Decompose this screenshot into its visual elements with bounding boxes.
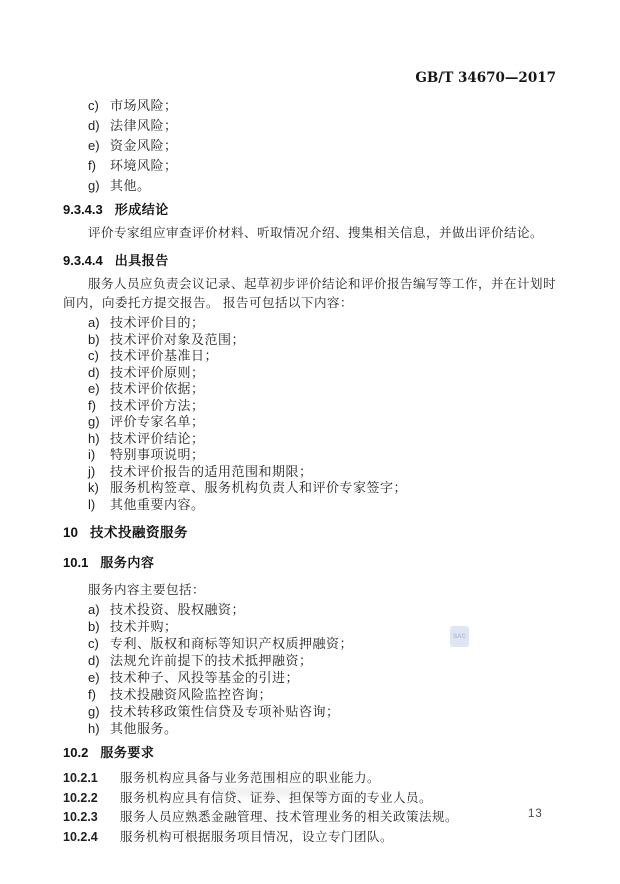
list-item-text: 技术评价原则；	[110, 364, 205, 380]
list-item	[88, 176, 556, 196]
section-number: 10.1	[63, 555, 89, 570]
list-item-marker: h)	[88, 721, 100, 736]
section-title: 形成结论	[114, 202, 169, 217]
list-item	[88, 365, 556, 382]
list-item-text: 技术并购；	[110, 619, 178, 634]
section-title: 技术投融资服务	[90, 525, 189, 540]
list-item-text: 技术投融资风险监控咨询；	[110, 687, 273, 702]
list-item	[88, 497, 556, 514]
list-item-marker: b)	[88, 331, 100, 347]
list-item-marker: d)	[88, 364, 100, 380]
list-item-text: 技术评价目的；	[110, 315, 205, 330]
list-item-text: 特别事项说明；	[110, 447, 205, 462]
clause	[63, 808, 556, 828]
list-item	[88, 414, 556, 431]
lettered-list	[88, 315, 556, 513]
lettered-list	[88, 601, 556, 737]
list-item-text: 专利、版权和商标等知识产权质押融资；	[110, 636, 354, 651]
list-item-text: 环境风险；	[110, 158, 178, 173]
list-item	[88, 431, 556, 448]
list-item-marker: h)	[88, 430, 100, 446]
list-item	[88, 136, 556, 156]
list-item	[88, 464, 556, 481]
list-item-marker: b)	[88, 619, 100, 634]
list-item-marker: a)	[88, 315, 100, 330]
list-item	[88, 669, 556, 686]
section-title: 出具报告	[114, 253, 169, 268]
list-item-text: 技术转移政策性信贷及专项补贴咨询；	[110, 704, 340, 719]
section-title: 服务内容	[100, 555, 155, 570]
list-item-marker: k)	[88, 480, 99, 495]
list-item	[88, 447, 556, 464]
list-item	[88, 315, 556, 332]
clause-text: 服务人员应熟悉金融管理、技术管理业务的相关政策法规。	[120, 810, 459, 824]
list-item-marker: d)	[88, 118, 100, 133]
list-item-marker: l)	[88, 496, 96, 512]
clause-number: 10.2.1	[63, 771, 98, 785]
paragraph: 服务人员应负责会议记录、起草初步评价结论和评价报告编写等工作，并在计划时间内，向委托方提交报告。 报告可包括以下内容：	[63, 277, 557, 310]
list-item-text: 技术投资、股权融资；	[110, 602, 246, 617]
list-item-marker: j)	[88, 463, 96, 479]
lettered-list	[88, 96, 556, 196]
list-item-text: 技术评价报告的适用范围和期限；	[110, 463, 313, 479]
list-item	[88, 480, 556, 497]
section-number: 10	[63, 525, 79, 540]
list-item-text: 其他重要内容。	[110, 496, 205, 512]
list-item	[88, 652, 556, 669]
page-number: 13	[528, 808, 543, 820]
list-item	[88, 618, 556, 635]
list-item	[88, 635, 556, 652]
section-title: 服务要求	[100, 745, 155, 760]
section-heading	[63, 555, 556, 571]
list-item-text: 法规允许前提下的技术抵押融资；	[110, 653, 313, 668]
list-item	[88, 398, 556, 415]
list-item	[88, 703, 556, 720]
clause-number: 10.2.4	[63, 829, 98, 844]
list-item-text: 资金风险；	[110, 138, 178, 153]
clause-number: 10.2.3	[63, 810, 98, 824]
list-item-marker: c)	[88, 636, 99, 651]
clause-number: 10.2.2	[63, 790, 98, 805]
list-item-marker: e)	[88, 381, 100, 396]
list-item-text: 技术种子、风投等基金的引进；	[110, 670, 300, 685]
list-item	[88, 156, 556, 176]
list-item-marker: c)	[88, 98, 99, 113]
clause-text: 服务机构应具有信贷、证券、担保等方面的专业人员。	[120, 790, 433, 805]
paragraph: 评价专家组应审查评价材料、听取情况介绍、搜集相关信息，并做出评价结论。	[88, 226, 544, 240]
list-item-marker: f)	[88, 397, 96, 413]
list-item-text: 其他服务。	[110, 721, 178, 736]
list-item-text: 技术评价基准日；	[110, 348, 219, 363]
list-item-marker: c)	[88, 348, 99, 363]
list-item-marker: i)	[88, 447, 96, 462]
list-item	[88, 348, 556, 365]
clause-text: 服务机构应具备与业务范围相应的职业能力。	[120, 771, 381, 785]
list-item	[88, 720, 556, 737]
scan-ghosting-artifact	[215, 786, 340, 797]
section-heading	[63, 525, 556, 541]
list-item-text: 服务机构签章、服务机构负责人和评价专家签字；	[110, 480, 408, 495]
list-item	[88, 96, 556, 116]
list-item-text: 评价专家名单；	[110, 414, 205, 429]
list-item-text: 其他。	[110, 178, 151, 193]
section-number: 10.2	[63, 745, 89, 760]
list-item-text: 技术评价依据；	[110, 381, 205, 396]
clause-text: 服务机构可根据服务项目情况，设立专门团队。	[120, 829, 394, 844]
list-item-marker: g)	[88, 178, 100, 193]
list-item-marker: f)	[88, 158, 96, 173]
section-heading	[63, 202, 556, 218]
section-number: 9.3.4.4	[63, 253, 103, 268]
paragraph: 服务内容主要包括：	[88, 583, 206, 597]
list-item	[88, 381, 556, 398]
list-item-marker: g)	[88, 704, 100, 719]
list-item-marker: a)	[88, 602, 100, 617]
list-item-text: 技术评价对象及范围；	[110, 331, 246, 347]
list-item	[88, 116, 556, 136]
list-item-marker: e)	[88, 670, 100, 685]
clause	[63, 828, 556, 848]
section-number: 9.3.4.3	[63, 202, 103, 217]
list-item	[88, 601, 556, 618]
list-item-text: 技术评价结论；	[110, 430, 205, 446]
list-item-marker: f)	[88, 687, 96, 702]
sac-watermark: SAC	[450, 626, 469, 647]
list-item-text: 法律风险；	[110, 118, 178, 133]
list-item-marker: e)	[88, 138, 100, 153]
standard-number: GB/T 34670—2017	[415, 70, 556, 86]
list-item-text: 技术评价方法；	[110, 397, 205, 413]
list-item-text: 市场风险；	[110, 98, 178, 113]
list-item-marker: g)	[88, 414, 100, 429]
section-heading	[63, 253, 556, 269]
section-heading	[63, 745, 556, 761]
list-item-marker: d)	[88, 653, 100, 668]
list-item	[88, 332, 556, 349]
list-item	[88, 686, 556, 703]
